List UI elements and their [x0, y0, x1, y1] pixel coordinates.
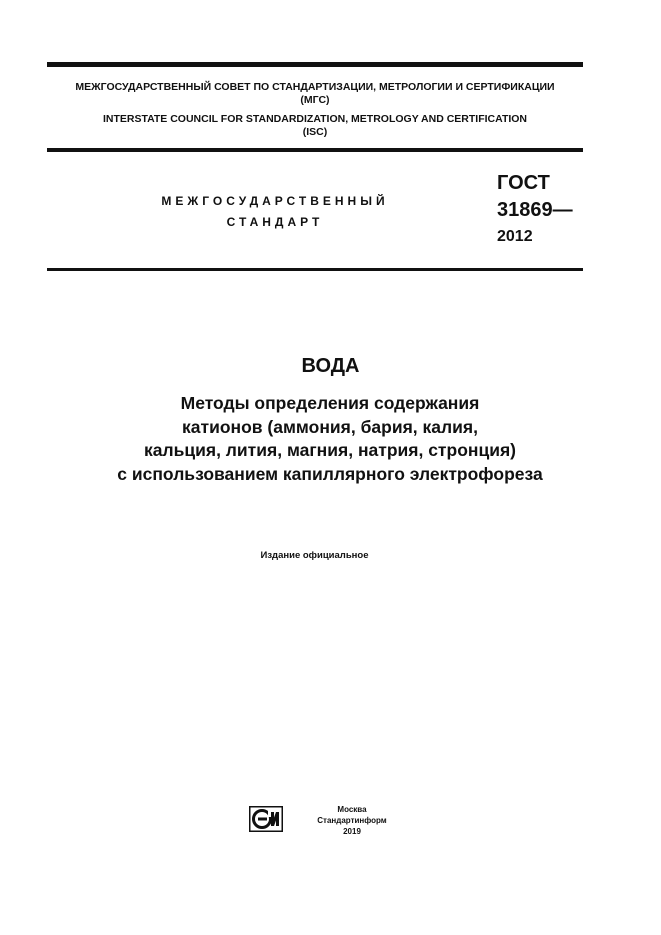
council-name-en	[47, 113, 583, 139]
standard-code	[497, 170, 573, 224]
middle-divider	[47, 148, 583, 152]
standard-year: 2012	[497, 228, 533, 245]
council-name-ru-line1: МЕЖГОСУДАРСТВЕННЫЙ СОВЕТ ПО СТАНДАРТИЗАЦИИ, МЕТРОЛОГИИ И СЕРТИФИКАЦИИ	[75, 81, 555, 93]
document-subtitle	[40, 392, 620, 486]
subtitle-line: кальция, лития, магния, натрия, стронция)	[143, 440, 517, 460]
standard-type	[120, 191, 430, 233]
subtitle-line: катионов (аммония, бария, калия,	[182, 416, 478, 437]
top-divider	[47, 62, 583, 67]
council-abbr-ru: (МГС)	[300, 94, 330, 106]
standard-type-line1: МЕЖГОСУДАРСТВЕННЫЙ	[161, 194, 389, 208]
standartinform-logo-icon	[249, 806, 283, 832]
subtitle-line: с использованием капиллярного электрофореза	[117, 463, 543, 484]
document-title: ВОДА	[301, 355, 360, 377]
publisher-info	[312, 804, 392, 837]
council-name-en-line1: INTERSTATE COUNCIL FOR STANDARDIZATION, METROLOGY AND CERTIFICATION	[102, 113, 528, 125]
council-name-ru	[47, 81, 583, 107]
bottom-divider	[47, 268, 583, 271]
standard-code-prefix: ГОСТ	[497, 172, 550, 194]
edition-label: Издание официальное	[260, 550, 369, 561]
standard-code-number: 31869—	[497, 199, 573, 221]
council-abbr-en: (ISC)	[302, 126, 328, 138]
standard-type-line2: СТАНДАРТ	[226, 215, 324, 229]
subtitle-line: Методы определения содержания	[180, 393, 480, 413]
publisher-year: 2019	[343, 827, 361, 836]
publisher-city: Москва	[337, 805, 367, 814]
publisher-name: Стандартинформ	[317, 816, 387, 825]
